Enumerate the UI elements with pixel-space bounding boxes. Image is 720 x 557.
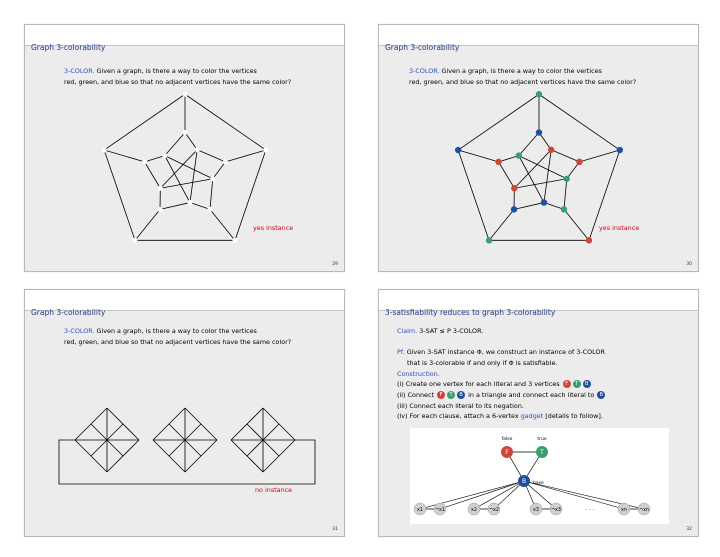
- graph-edge: [564, 209, 589, 240]
- vertex-F-badge: F: [563, 380, 571, 388]
- ellipsis: · · ·: [585, 507, 595, 513]
- colored-vertex: [536, 91, 542, 97]
- gadget-link[interactable]: gadget: [520, 412, 544, 420]
- colored-vertex: [511, 185, 517, 191]
- graph-edge: [458, 94, 539, 150]
- proof-label: Pf.: [397, 348, 405, 356]
- step-1-text: (i) Create one vertex for each literal and 3 vertices: [397, 380, 560, 388]
- graph-edge: [489, 209, 514, 240]
- reduction-diagram: [410, 428, 669, 524]
- step-2: [397, 391, 606, 399]
- literal-label: x2: [471, 508, 477, 513]
- colored-vertex: [455, 147, 461, 153]
- graph-edge: [160, 203, 190, 210]
- graph-edge: [104, 94, 185, 150]
- graph-edge: [514, 203, 544, 210]
- graph-edge: [197, 150, 225, 162]
- true-label: true: [537, 437, 547, 442]
- keyword: 3-COLOR.: [64, 327, 95, 335]
- graph-vertex: [183, 92, 188, 97]
- colored-vertex: [511, 206, 517, 212]
- question-line-2: red, green, and blue so that no adjacent vertices have the same color?: [64, 338, 292, 346]
- graph-vertex: [158, 207, 163, 212]
- vertex-F-label: F: [505, 449, 509, 456]
- graph-figure: [25, 290, 344, 536]
- graph-edge: [544, 150, 551, 203]
- graph-edge: [539, 94, 620, 150]
- vertex-B-badge: B: [597, 391, 605, 399]
- proof-line-2: that is 3-colorable if and only if Φ is satisfiable.: [407, 359, 558, 367]
- graph-vertex: [210, 176, 215, 181]
- vertex-B-label: B: [521, 478, 527, 485]
- graph-edge: [458, 150, 498, 162]
- slide-32: [378, 289, 699, 537]
- graph-vertex: [207, 207, 212, 212]
- reduction-svg: [410, 428, 669, 524]
- graph-edge: [499, 162, 515, 188]
- false-label: false: [501, 437, 513, 442]
- page-number: 29: [332, 262, 338, 267]
- graph-edge: [135, 209, 160, 240]
- slide-30: [378, 24, 699, 272]
- proof-line-1: [397, 348, 605, 356]
- question-text: Given a graph, is there a way to color the vertices: [94, 327, 257, 335]
- graph-vertex: [142, 159, 147, 164]
- graph-edge: [190, 203, 210, 210]
- page-number: 32: [686, 527, 692, 532]
- vertex-B-badge: B: [583, 380, 591, 388]
- colored-vertex: [536, 129, 542, 135]
- graph-vertex: [223, 159, 228, 164]
- graph-vertex: [195, 147, 200, 152]
- graph-vertex: [187, 200, 192, 205]
- colored-vertex: [548, 147, 554, 153]
- literal-label: x1: [417, 508, 423, 513]
- instance-note: no instance: [255, 486, 293, 494]
- graph-edge: [104, 150, 135, 240]
- question-text: Given a graph, is there a way to color the vertices: [94, 67, 257, 75]
- literal-label: ¬x1: [435, 508, 445, 513]
- step-4-text-b: [details to follow].: [545, 412, 603, 420]
- colored-vertex: [564, 176, 570, 182]
- literal-label: xn: [621, 508, 627, 513]
- page-number: 31: [332, 527, 338, 532]
- graph-edge: [104, 150, 144, 162]
- vertex-T-label: T: [540, 449, 544, 456]
- keyword: 3-COLOR.: [64, 67, 95, 75]
- colored-vertex: [586, 237, 592, 243]
- instance-note: yes instance: [599, 224, 640, 232]
- literal-label: x3: [533, 508, 539, 513]
- claim-label: Claim.: [397, 327, 418, 335]
- colored-vertex: [486, 237, 492, 243]
- colored-vertex: [617, 147, 623, 153]
- graph-edge: [185, 94, 266, 150]
- graph-edge: [225, 150, 265, 162]
- slide-title: 3-satisfiability reduces to graph 3-colorability: [385, 308, 556, 317]
- construction-label: Construction.: [397, 370, 440, 378]
- step-4-text-a: (iv) For each clause, attach a 6-vertex: [397, 412, 519, 420]
- colored-graph-figure: [379, 25, 698, 271]
- graph-edge: [210, 179, 213, 210]
- colored-vertex: [516, 152, 522, 158]
- step-1: [397, 380, 592, 388]
- step-4: [397, 412, 603, 420]
- graph-edge: [213, 162, 226, 179]
- literal-label: ¬x3: [551, 508, 561, 513]
- instance-note: yes instance: [253, 224, 294, 232]
- literal-label: ¬xn: [639, 508, 649, 513]
- colored-vertex: [576, 159, 582, 165]
- colored-vertex: [495, 159, 501, 165]
- vertex-T-badge: T: [573, 380, 581, 388]
- vertex-T-badge: T: [447, 391, 455, 399]
- graph-vertex: [183, 130, 188, 135]
- graph-figure: [25, 25, 344, 271]
- slide-31: [24, 289, 345, 537]
- graph-edge: [551, 150, 579, 162]
- step-3: (iii) Connect each literal to its negation.: [397, 402, 524, 410]
- graph-edge: [458, 150, 489, 240]
- graph-edge: [145, 156, 165, 162]
- graph-vertex: [232, 238, 237, 243]
- graph-vertex: [263, 148, 268, 153]
- slide-title: Graph 3-colorability: [385, 43, 460, 52]
- step-2-text-a: (ii) Connect: [397, 391, 434, 399]
- graph-vertex: [133, 238, 138, 243]
- graph-edge: [145, 162, 161, 188]
- graph-vertex: [162, 153, 167, 158]
- vertex-B-badge: B: [457, 391, 465, 399]
- colored-vertex: [541, 199, 547, 205]
- graph-edge: [519, 133, 539, 156]
- question-text: Given a graph, is there a way to color the vertices: [439, 67, 602, 75]
- graph-edge: [185, 133, 197, 150]
- graph-vertex: [158, 186, 163, 191]
- claim-text: 3-SAT ≤ P 3-COLOR.: [417, 327, 484, 335]
- keyword: 3-COLOR.: [409, 67, 440, 75]
- graph-edge: [210, 209, 235, 240]
- claim-line: [397, 327, 483, 335]
- base-label: base: [533, 481, 544, 486]
- question-line-2: red, green, and blue so that no adjacent vertices have the same color?: [64, 78, 292, 86]
- graph-edge: [165, 133, 185, 156]
- graph-edge: [564, 179, 567, 210]
- slide-29: [24, 24, 345, 272]
- graph-vertex: [102, 148, 107, 153]
- slide-title: Graph 3-colorability: [31, 308, 106, 317]
- slide-title: Graph 3-colorability: [31, 43, 106, 52]
- question-line-2: red, green, and blue so that no adjacent vertices have the same color?: [409, 78, 637, 86]
- graph-edge: [190, 150, 197, 203]
- graph-edge: [579, 150, 619, 162]
- colored-vertex: [561, 206, 567, 212]
- literal-label: ¬x2: [489, 508, 499, 513]
- vertex-F-badge: F: [437, 391, 445, 399]
- page-number: 30: [686, 262, 692, 267]
- proof-text: Given 3-SAT instance Φ, we construct an instance of 3-COLOR: [404, 348, 605, 356]
- step-2-text-b: in a triangle and connect each literal to: [468, 391, 595, 399]
